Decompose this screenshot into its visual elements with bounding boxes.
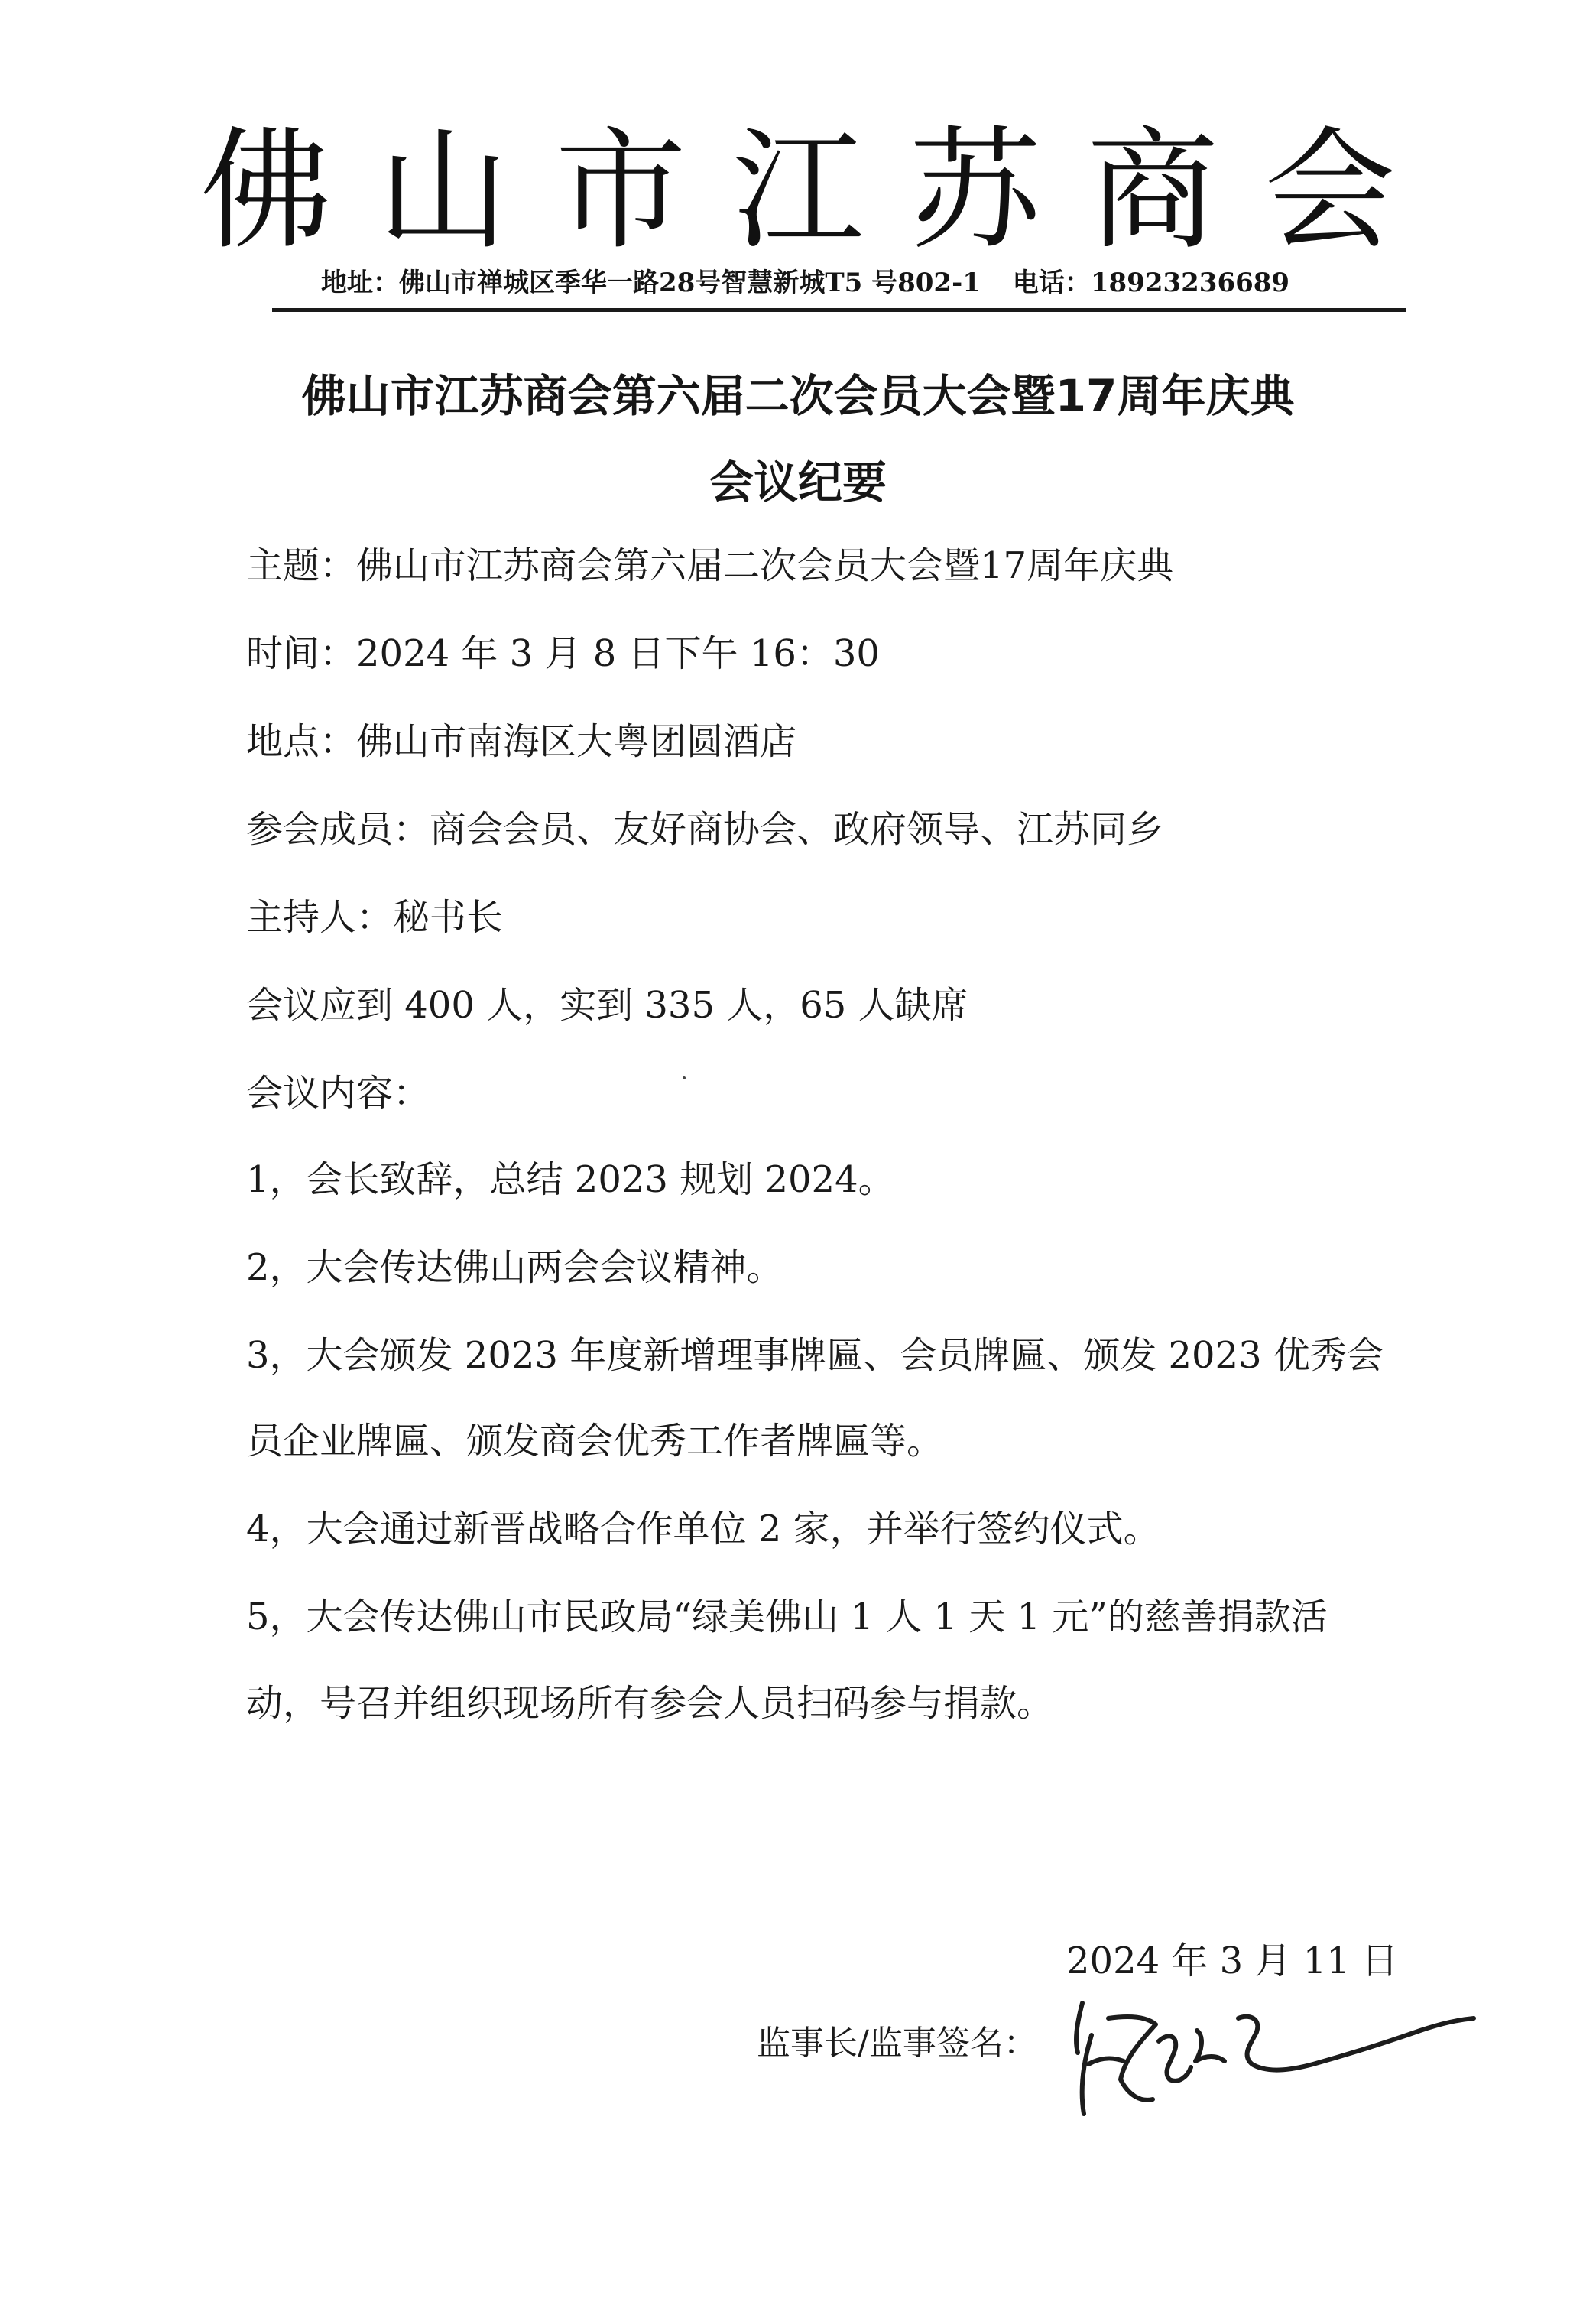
agenda-item-5-cont: 动，号召并组织现场所有参会人员扫码参与捐款。 bbox=[246, 1682, 1054, 1725]
document-title: 佛山市江苏商会第六届二次会员大会暨17周年庆典 bbox=[301, 370, 1295, 422]
agenda-item-5: 5，大会传达佛山市民政局“绿美佛山 1 人 1 天 1 元”的慈善捐款活 bbox=[246, 1596, 1328, 1638]
field-attendance: 会议应到 400 人，实到 335 人，65 人缺席 bbox=[246, 984, 968, 1027]
letterhead-divider bbox=[272, 308, 1406, 312]
field-content-heading: 会议内容： bbox=[246, 1072, 430, 1115]
field-attendees: 参会成员：商会会员、友好商协会、政府领导、江苏同乡 bbox=[246, 808, 1164, 851]
field-topic: 主题：佛山市江苏商会第六届二次会员大会暨17周年庆典 bbox=[246, 544, 1174, 587]
document-date: 2024 年 3 月 11 日 bbox=[1066, 1940, 1399, 1982]
signature-label: 监事长/监事签名： bbox=[757, 2024, 1037, 2063]
field-location: 地点：佛山市南海区大粤团圆酒店 bbox=[246, 720, 797, 763]
document-subtitle: 会议纪要 bbox=[709, 456, 887, 508]
agenda-item-2: 2，大会传达佛山两会会议精神。 bbox=[246, 1246, 783, 1289]
handwritten-signature bbox=[1061, 1988, 1489, 2141]
field-time: 时间：2024 年 3 月 8 日下午 16：30 bbox=[246, 632, 880, 675]
letterhead-phone: 电话：18923236689 bbox=[1012, 268, 1290, 298]
letterhead-org-name: 佛山市江苏商会 bbox=[200, 114, 1442, 268]
agenda-item-1: 1，会长致辞，总结 2023 规划 2024。 bbox=[246, 1158, 895, 1201]
agenda-item-3-cont: 员企业牌匾、颁发商会优秀工作者牌匾等。 bbox=[246, 1420, 944, 1463]
agenda-item-4: 4，大会通过新晋战略合作单位 2 家，并举行签约仪式。 bbox=[246, 1508, 1160, 1550]
letterhead-address: 地址：佛山市禅城区季华一路28号智慧新城T5 号802-1 bbox=[321, 268, 981, 298]
agenda-item-3: 3，大会颁发 2023 年度新增理事牌匾、会员牌匾、颁发 2023 优秀会 bbox=[246, 1334, 1384, 1377]
field-host: 主持人：秘书长 bbox=[246, 896, 504, 939]
letterhead-contact bbox=[321, 264, 1289, 302]
scan-speck bbox=[683, 1076, 686, 1079]
